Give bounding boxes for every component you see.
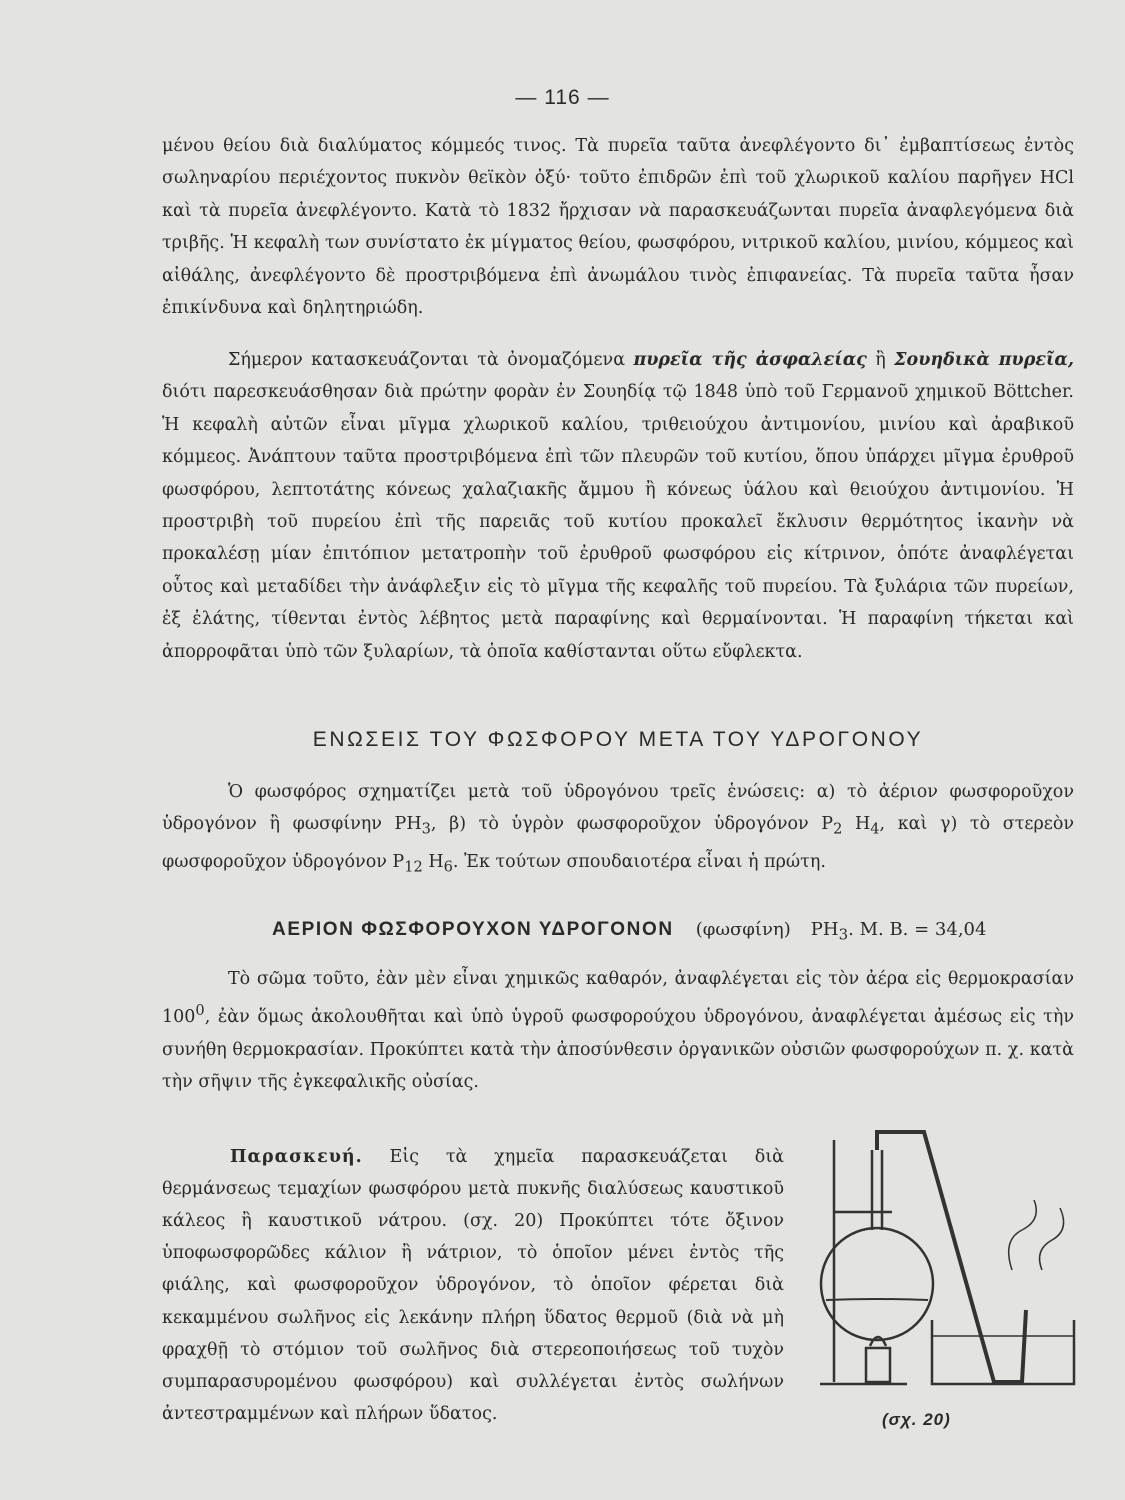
smoke-2	[1040, 1208, 1064, 1270]
safety-text-a: Σήμερον κατασκευάζονται τὰ ὀνομαζόμενα	[228, 350, 634, 370]
phosphine-heading-title: ΑΕΡΙΟΝ ΦΩΣΦΟΡΟΥΧΟΝ ΥΔΡΟΓΟΝΟΝ	[272, 919, 674, 940]
phosphine-text-a: Τὸ σῶμα τοῦτο, ἐὰν μὲν εἶναι χημικῶς καθαρόν, ἀναφλέγεται εἰς τὸν ἀέρα εἰς θερμοκρασίαν 100	[162, 969, 1074, 1028]
phosphine-paragraph	[162, 963, 1074, 1098]
safety-matches-paragraph	[162, 344, 1074, 668]
compounds-text	[162, 776, 1074, 884]
safety-text	[162, 344, 1074, 668]
compounds-text-b: , β) τὸ ὑγρὸν φωσφοροῦχον ὑδρογόνον P	[430, 814, 834, 835]
intro-paragraph	[162, 130, 1074, 324]
swedish-matches-term: Σουηδικὰ πυρεῖα,	[894, 350, 1074, 370]
preparation-text	[162, 1141, 784, 1431]
preparation-paragraph	[162, 1123, 784, 1448]
degree-sup: 0	[195, 1002, 205, 1020]
preparation-body: Εἰς τὰ χημεῖα παρασκευάζεται διὰ θερμάνσεως τεμαχίων φωσφόρου μετὰ πυκνῆς διαλύσεως καυστικοῦ κάλεος ἢ καυστικοῦ νάτρου. (σχ. 20) Προκύπτει τότε ὄξινον ὑποφωσφορῶδες κάλιον ἢ νάτριον, τὸ ὁποῖον μένει ἐντὸς τῆς φιάλης, καὶ φωσφοροῦχον ὑδρογόνον, τὸ ὁποῖον φέρεται διὰ κεκαμμένου σωλῆνος εἰς λεκάνην πλήρη ὕδατος θερμοῦ (διὰ νὰ μὴ φραχθῇ τὸ στόμιον τοῦ σωλῆνος διὰ στερεοποιήσεως τοῦ τυχὸν συμπαρασυρομένου φωσφόρου) καὶ συλλέγεται ἐντὸς σωλήνων ἀντεστραμμένων καὶ πλήρων ὕδατος.	[162, 1146, 784, 1425]
section-heading-phosphine	[162, 918, 1074, 944]
preparation-label: Παρασκευή.	[230, 1146, 363, 1167]
figure-caption: (σχ. 20)	[882, 1410, 951, 1429]
compounds-text-a: Ὁ φωσφόρος σχηματίζει μετὰ τοῦ ὑδρογόνου τρεῖς ἑνώσεις: α) τὸ ἀέριον φωσφοροῦχον ὑδρογόνον ἢ φωσφίνην PH	[162, 782, 1074, 835]
sub-12: 12	[404, 858, 423, 876]
compounds-paragraph	[162, 776, 1074, 884]
smoke-1	[1009, 1200, 1037, 1270]
compounds-text-c: , καὶ γ) τὸ στερεὸν φωσφοροῦχον ὑδρογόνον P	[162, 814, 1075, 873]
formula-sub: 3	[838, 925, 849, 944]
apparatus-figure	[812, 1120, 1080, 1400]
flask-liquid	[826, 1299, 928, 1300]
safety-text-or: ἢ	[866, 350, 895, 370]
compounds-text-c2: H	[422, 852, 444, 873]
intro-text: μένου θείου διὰ διαλύματος κόμμεός τινος. Τὰ πυρεῖα ταῦτα ἀνεφλέγοντο δι᾽ ἐμβαπτίσεως ἐντὸς σωληναρίου περιέχοντος πυκνὸν θεϊκὸν ὀξύ· τοῦτο ἐπιδρῶν ἐπὶ τοῦ χλωρικοῦ καλίου παρῆγεν HCl καὶ τὰ πυρεῖα ἀνεφλέγοντο. Κατὰ τὸ 1832 ἤρχισαν νὰ παρασκευάζωνται πυρεῖα ἀναφλεγόμενα διὰ τριβῆς. Ἡ κεφαλὴ των συνίστατο ἐκ μίγματος θείου, φωσφόρου, νιτρικοῦ καλίου, μινίου, κόμμεος καὶ αἰθάλης, ἀνεφλέγοντο δὲ προστριβόμενα ἐπὶ ἀνωμάλου τινὸς ἐπιφανείας. Τὰ πυρεῖα ταῦτα ἦσαν ἐπικίνδυνα καὶ δηλητηριώδη.	[162, 136, 1074, 319]
sub-4: 4	[870, 820, 880, 838]
phosphine-heading-paren: (φωσφίνη)	[695, 919, 791, 940]
formula-ph: PH	[810, 919, 839, 940]
water-basin	[932, 1320, 1074, 1384]
safety-text-b: διότι παρεσκευάσθησαν διὰ πρώτην φορὰν ἐν Σουηδίᾳ τῷ 1848 ὑπὸ τοῦ Γερμανοῦ χημικοῦ Böttcher. Ἡ κεφαλὴ αὐτῶν εἶναι μῖγμα χλωρικοῦ καλίου, τριθειούχου ἀντιμονίου, μινίου καὶ ἀραβικοῦ κόμμεος. Ἀνάπτουν ταῦτα προστριβόμενα ἐπὶ τῶν πλευρῶν τοῦ κυτίου, ὅπου ὑπάρχει μῖγμα ἐρυθροῦ φωσφόρου, λεπτοτάτης κόνεως χαλαζιακῆς ἄμμου ἢ κόνεως ὑάλου καὶ θειούχου ἀντιμονίου. Ἡ προστριβὴ τοῦ πυρείου ἐπὶ τῆς παρειᾶς τοῦ κυτίου προκαλεῖ ἔκλυσιν θερμότητος ἱκανὴν νὰ προκαλέσῃ μίαν ἐπιτόπιον μετατροπὴν τοῦ ἐρυθροῦ φωσφόρου εἰς κίτρινον, ὁπότε ἀναφλέγεται οὗτος καὶ μεταδίδει τὴν ἀνάφλεξιν εἰς τὸ μῖγμα τῆς κεφαλῆς τοῦ πυρείου. Τὰ ξυλάρια τῶν πυρείων, ἐξ ἐλάτης, τίθενται ἐντὸς λέβητος μετὰ παραφίνης καὶ θερμαίνονται. Ἡ παραφίνη τήκεται καὶ ἀπορροφᾶται ὑπὸ τῶν ξυλαρίων, τὰ ὁποῖα καθίστανται οὕτω εὔφλεκτα.	[162, 382, 1074, 662]
page-number: — 116 —	[515, 86, 610, 109]
burner	[866, 1348, 890, 1382]
compounds-text-d: . Ἐκ τούτων σπουδαιοτέρα εἶναι ἡ πρώτη.	[452, 852, 826, 873]
sub-2: 2	[833, 820, 843, 838]
flame	[870, 1337, 886, 1346]
phosphine-text	[162, 963, 1074, 1098]
section-heading-phosphorus-hydrogen: ΕΝΩΣΕΙΣ ΤΟΥ ΦΩΣΦΟΡΟΥ ΜΕΤΑ ΤΟΥ ΥΔΡΟΓΟΝΟΥ	[312, 728, 924, 751]
molecular-weight: . Μ. Β. = 34,04	[848, 919, 987, 940]
delivery-tube	[877, 1132, 1026, 1382]
sub-6: 6	[443, 858, 453, 876]
flask-bulb	[821, 1228, 933, 1340]
phosphine-heading-formula	[810, 919, 987, 944]
compounds-text-b2: H	[842, 814, 871, 835]
phosphine-text-b: , ἐὰν ὅμως ἀκολουθῆται καὶ ὑπὸ ὑγροῦ φωσφορούχου ὑδρογόνου, ἀναφλέγεται ἀμέσως εἰς τὴν συνήθη θερμοκρασίαν. Προκύπτει κατὰ τὴν ἀποσύνθεσιν ὀργανικῶν οὐσιῶν φωσφορούχων π. χ. κατὰ τὴν σῆψιν τῆς ἐγκεφαλικῆς οὐσίας.	[162, 1007, 1074, 1093]
safety-matches-term: πυρεῖα τῆς ἀσφαλείας	[633, 350, 867, 370]
sub-3: 3	[421, 820, 431, 838]
